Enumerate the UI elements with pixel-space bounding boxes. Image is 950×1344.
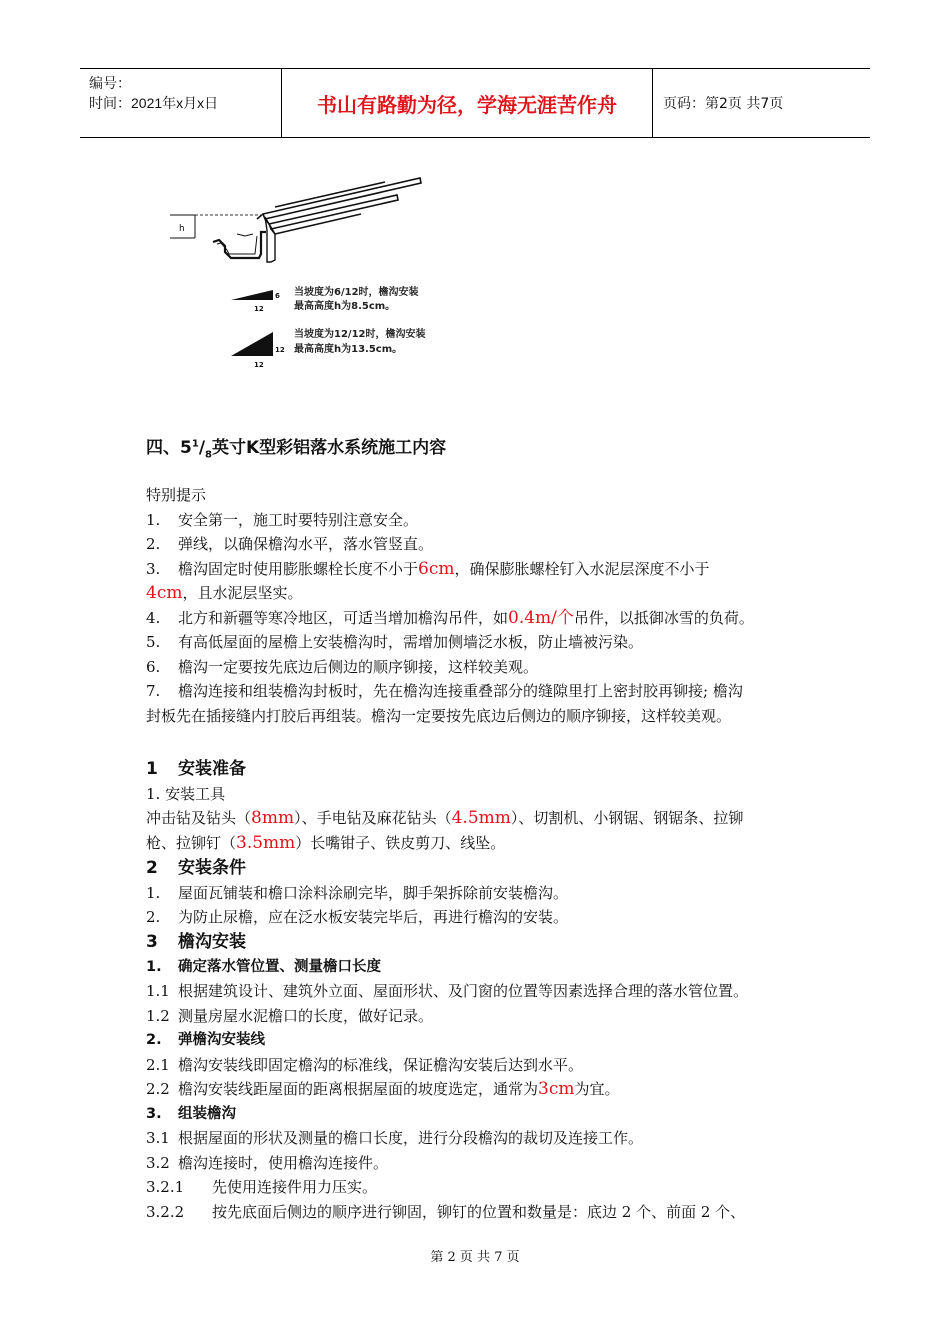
- special-tips: [146, 483, 816, 728]
- slope1-run: 12: [254, 305, 264, 313]
- code-label: 编号：: [89, 75, 131, 91]
- list-item: 3.2 檐沟连接时，使用檐沟连接件。: [146, 1153, 389, 1172]
- list-item: 2. 为防止尿檐，应在泛水板安装完毕后，再进行檐沟的安装。: [146, 908, 569, 926]
- slope2-note-line1: 当坡度为12/12时，檐沟安装: [294, 329, 426, 340]
- gutter-hanger: [237, 234, 253, 236]
- list-item: 1. 屋面瓦铺装和檐口涂料涂刷完毕，脚手架拆除前安装檐沟。: [146, 883, 569, 902]
- heading-install-prep: 1 安装准备: [146, 759, 246, 779]
- list-item-cont: 封板先在插接缝内打胶后再组装。檐沟一定要按先底边后侧边的顺序铆接，这样较美观。: [146, 706, 732, 725]
- heading-gutter-install: 3 檐沟安装: [146, 932, 246, 952]
- slope1-note-line2: 最高高度h为8.5cm。: [294, 301, 396, 312]
- section-title: 四、$5^1/_8$英寸K型彩铝落水系统施工内容: [146, 438, 447, 461]
- list-item: 2. 弹线，以确保檐沟水平，落水管竖直。: [146, 535, 434, 553]
- list-item: 1. 安全第一，施工时要特别注意安全。: [146, 510, 419, 529]
- slope-12-12-triangle: [231, 332, 273, 356]
- page-header: [80, 68, 870, 138]
- list-item: 2.1 檐沟安装线即固定檐沟的标准线，保证檐沟安装后达到水平。: [146, 1055, 584, 1074]
- list-item: 6. 檐沟一定要按先底边后侧边的顺序铆接，这样较美观。: [146, 657, 539, 676]
- list-item-cont: 4cm，且水泥层坚实。: [146, 583, 303, 603]
- header-info-cell: [80, 69, 281, 137]
- section-1: [146, 757, 816, 855]
- list-item: 2.2 檐沟安装线距屋面的距离根据屋面的坡度选定，通常为3cm为宜。: [146, 1079, 620, 1099]
- section-2: [146, 856, 816, 930]
- tips-heading: 特别提示: [146, 486, 207, 504]
- tools-line-1: 冲击钻及钻头（8mm）、手电钻及麻花钻头（4.5mm）、切割机、小钢锯、钢锯条、拉铆: [146, 808, 744, 828]
- header-page-info: 页码：第2页 共7页: [663, 96, 784, 112]
- list-item: 3.2.2 按先底面后侧边的顺序进行铆固，铆钉的位置和数量是：底边 2 个、前面 2 个、: [146, 1202, 746, 1221]
- list-item: 3. 檐沟固定时使用膨胀螺栓长度不小于6cm，确保膨胀螺栓钉入水泥层深度不小于: [146, 558, 710, 579]
- list-item: 3.1 根据屋面的形状及测量的檐口长度，进行分段檐沟的裁切及连接工作。: [146, 1129, 644, 1147]
- slope-6-12-triangle: [231, 290, 273, 300]
- gutter-inner-line: [217, 236, 257, 254]
- heading-install-conditions: 2 安装条件: [146, 858, 246, 878]
- time-label: 时间：2021年x月x日: [89, 95, 219, 111]
- page-footer: 第 2 页 共 7 页: [430, 1250, 520, 1265]
- list-item: 1.2 测量房屋水泥檐口的长度，做好记录。: [146, 1006, 434, 1025]
- slope2-rise: 12: [275, 346, 285, 354]
- list-item: 4. 北方和新疆等寒冷地区，可适当增加檐沟吊件，如0.4m/个吊件，以抵御冰雪的负荷。: [146, 607, 754, 628]
- section-3: [146, 930, 816, 1224]
- subheading-1: 1. 确定落水管位置、测量檐口长度: [146, 958, 381, 975]
- slope1-note-line1: 当坡度为6/12时，檐沟安装: [294, 287, 419, 298]
- list-item: 3.2.1 先使用连接件用力压实。: [146, 1178, 378, 1196]
- list-item: 5. 有高低屋面的屋檐上安装檐沟时，需增加侧墙泛水板，防止墙被污染。: [146, 633, 644, 651]
- roof-tiles: [257, 178, 421, 234]
- gutter-height-diagram: [165, 170, 485, 380]
- slope1-rise: 6: [275, 292, 280, 300]
- list-item: 7. 檐沟连接和组装檐沟封板时，先在檐沟连接重叠部分的缝隙里打上密封胶再铆接; 檐沟: [146, 682, 743, 700]
- subheading-3: 3. 组装檐沟: [146, 1105, 236, 1122]
- header-motto: 书山有路勤为径，学海无涯苦作舟: [281, 69, 653, 137]
- list-item: 1.1 根据建筑设计、建筑外立面、屋面形状、及门窗的位置等因素选择合理的落水管位置。: [146, 982, 749, 1000]
- subheading-tools: 1. 安装工具: [146, 784, 226, 803]
- slope2-run: 12: [254, 361, 264, 369]
- tools-line-2: 枪、拉铆钉（3.5mm）长嘴钳子、铁皮剪刀、线坠。: [146, 832, 506, 853]
- subheading-2: 2. 弹檐沟安装线: [146, 1032, 265, 1048]
- slope2-note-line2: 最高高度h为13.5cm。: [294, 344, 403, 355]
- h-label: h: [179, 224, 185, 234]
